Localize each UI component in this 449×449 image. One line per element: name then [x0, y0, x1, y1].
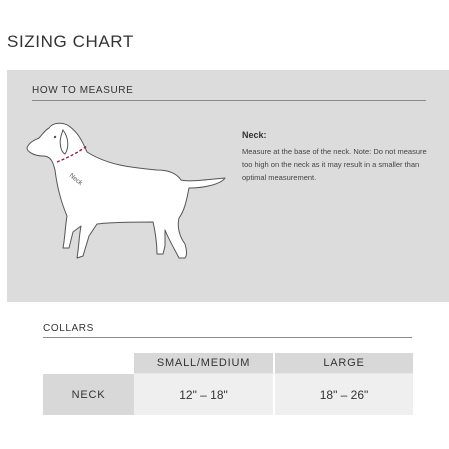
neck-large-value: 18" – 26": [275, 373, 413, 415]
dog-eye: [54, 136, 56, 138]
how-to-measure-heading: HOW TO MEASURE: [32, 85, 134, 96]
neck-title: Neck:: [242, 130, 267, 140]
dog-silhouette: [27, 123, 225, 258]
empty-corner-cell: [43, 353, 134, 373]
column-header-large: LARGE: [275, 353, 413, 373]
how-to-measure-panel: [7, 70, 449, 302]
page-title: SIZING CHART: [7, 32, 134, 51]
neck-small-medium-value: 12" – 18": [134, 373, 275, 415]
neck-description: Measure at the base of the neck. Note: Do not measure too high on the neck as it may result in a smaller than optimal measurement.: [242, 147, 427, 182]
column-header-small-medium: SMALL/MEDIUM: [134, 353, 275, 373]
divider: [32, 100, 426, 101]
divider: [43, 337, 412, 338]
row-header-neck: NECK: [43, 373, 134, 415]
dog-illustration: [17, 118, 227, 268]
collars-heading: COLLARS: [43, 323, 94, 334]
table-header-row: [43, 353, 413, 373]
table-row: [43, 373, 413, 415]
collar-size-table: [43, 353, 413, 415]
neck-label-on-dog: Neck: [67, 172, 84, 188]
